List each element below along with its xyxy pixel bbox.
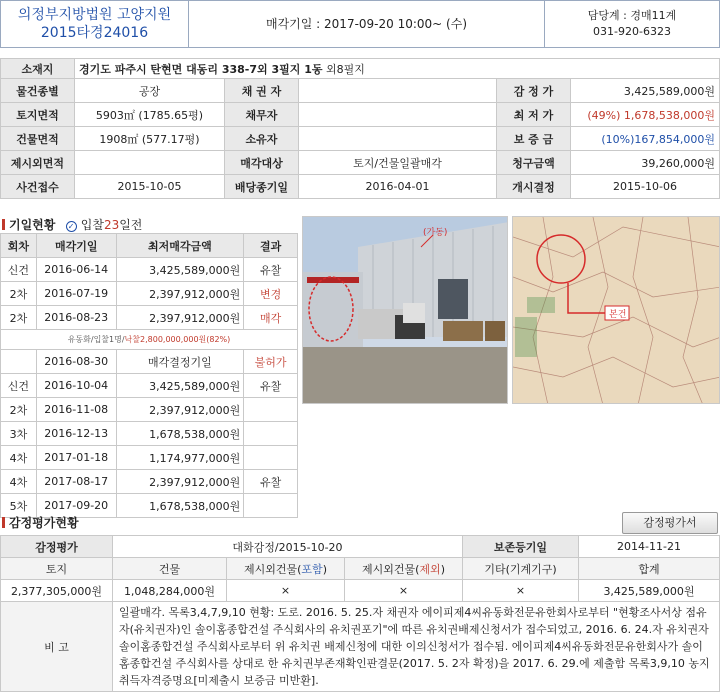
department: 담당계 : 경매11계 <box>587 9 677 22</box>
claim-amount-value: 39,260,000원 <box>571 151 720 175</box>
table-row: 2차 2016-07-19 2,397,912,000원 변경 <box>1 282 298 306</box>
col-date: 매각기일 <box>36 234 116 258</box>
table-row: 5차 2017-09-20 1,678,538,000원 <box>1 494 298 518</box>
sale-target-label: 매각대상 <box>225 151 299 175</box>
building-area-label: 건물면적 <box>1 127 75 151</box>
sale-note-row: 유동화/입찰1명/낙찰2,800,000,000원(82%) <box>1 330 298 350</box>
auction-date: 매각기일 : 2017-09-20 10:00~ (수) <box>189 1 545 47</box>
dividend-deadline-label: 배당종기일 <box>225 175 299 199</box>
bid-history-table <box>0 233 298 518</box>
property-info-table <box>0 58 720 199</box>
land-area-value: 5903㎡ (1785.65평) <box>75 103 225 127</box>
remark-text: 일괄매각. 목록3,4,7,9,10 현황: 도로. 2016. 5. 25.자 채권자 에이피제4씨유동화전문유한회사로부터 "현황조사서상 점유자(유치권자)인 솔이홈종합건설 주식회사의 유치권포기"에 따른 유치권배제신청서가 접수되었고, 2016. 6. 24.자 유치권자 솔이홈종합건설 주식회사로부터 위 유치권 배제신청에 대한 이의신청서가 접수됨. 에이피제4씨유동화전문유한회사가 솔이홈종합건설 주식회사를 상대로 한 유치권부존재확인판결문(2017. 5. 2자 확정)을 2017. 6. 29.에 제출함 목록3,9,10 농지취득자격증명요[미제출시 보증금 미반환]. <box>113 602 720 692</box>
case-accept-label: 사건접수 <box>1 175 75 199</box>
start-decision-value: 2015-10-06 <box>571 175 720 199</box>
remark-label: 비 고 <box>1 602 113 692</box>
appraisal-label: 감정평가 <box>1 536 113 558</box>
creditor-value <box>299 79 497 103</box>
case-accept-value: 2015-10-05 <box>75 175 225 199</box>
address-label: 소재지 <box>1 59 75 79</box>
table-row: 2차 2016-11-08 2,397,912,000원 <box>1 398 298 422</box>
val-land: 2,377,305,000원 <box>1 580 113 602</box>
excluded-area-label: 제시외면적 <box>1 151 75 175</box>
owner-label: 소유자 <box>225 127 299 151</box>
appraisal-label: 감 정 가 <box>497 79 571 103</box>
registration-label: 보존등기일 <box>463 536 579 558</box>
case-header <box>0 0 720 48</box>
col-extra-included: 제시외건물(포함) <box>227 558 345 580</box>
debtor-value <box>299 103 497 127</box>
section-bar-icon <box>2 219 5 230</box>
map-tag: 본건 <box>609 310 627 320</box>
min-price-label: 최 저 가 <box>497 103 571 127</box>
col-round: 회차 <box>1 234 37 258</box>
col-extra-excluded: 제시외건물(제외) <box>345 558 463 580</box>
type-value: 공장 <box>75 79 225 103</box>
building-area-value: 1908㎡ (577.17평) <box>75 127 225 151</box>
col-land: 토지 <box>1 558 113 580</box>
dividend-deadline-value: 2016-04-01 <box>299 175 497 199</box>
contact-info <box>545 1 719 47</box>
appraisal-title: 감정평가현황 <box>2 514 79 531</box>
appraisal-report-button[interactable]: 감정평가서 <box>622 512 718 534</box>
min-price-value: (49%) 1,678,538,000원 <box>571 103 720 127</box>
court-name: 의정부지방법원 고양지원 <box>17 7 172 23</box>
debtor-label: 채무자 <box>225 103 299 127</box>
bid-countdown: 입찰23일전 <box>80 218 143 232</box>
col-min-price: 최저매각금액 <box>116 234 244 258</box>
table-row: 신건 2016-10-04 3,425,589,000원 유찰 <box>1 374 298 398</box>
address-value: 경기도 파주시 탄현면 대동리 338-7외 3필지 1동 외8필지 <box>75 59 720 79</box>
phone-number: 031-920-6323 <box>593 25 671 38</box>
claim-amount-label: 청구금액 <box>497 151 571 175</box>
col-sum: 합계 <box>579 558 720 580</box>
col-building: 건물 <box>113 558 227 580</box>
appraisal-value: 대화감정/2015-10-20 <box>113 536 463 558</box>
building-photo[interactable] <box>302 216 508 404</box>
history-title: 기일현황 ✓ 입찰23일전 <box>2 216 142 233</box>
sale-target-value: 토지/건물일괄매각 <box>299 151 497 175</box>
location-map[interactable] <box>512 216 720 404</box>
appraisal-value: 3,425,589,000원 <box>571 79 720 103</box>
land-area-label: 토지면적 <box>1 103 75 127</box>
val-extra-excluded: × <box>345 580 463 602</box>
appraisal-table <box>0 535 720 692</box>
col-result: 결과 <box>244 234 298 258</box>
val-extra-included: × <box>227 580 345 602</box>
val-sum: 3,425,589,000원 <box>579 580 720 602</box>
building-tag: (가동) <box>423 228 448 238</box>
table-row: 4차 2017-08-17 2,397,912,000원 유찰 <box>1 470 298 494</box>
excluded-area-value <box>75 151 225 175</box>
check-circle-icon: ✓ <box>66 221 77 232</box>
table-row: 신건 2016-06-14 3,425,589,000원 유찰 <box>1 258 298 282</box>
table-row: 3차 2016-12-13 1,678,538,000원 <box>1 422 298 446</box>
start-decision-label: 개시결정 <box>497 175 571 199</box>
val-etc: × <box>463 580 579 602</box>
val-building: 1,048,284,000원 <box>113 580 227 602</box>
deposit-value: (10%)167,854,000원 <box>571 127 720 151</box>
case-number: 2015타경24016 <box>40 25 149 41</box>
court-info <box>1 1 189 47</box>
table-row: 4차 2017-01-18 1,174,977,000원 <box>1 446 298 470</box>
section-bar-icon <box>2 517 5 528</box>
creditor-label: 채 권 자 <box>225 79 299 103</box>
table-row: 2016-08-30 매각결정기일 불허가 <box>1 350 298 374</box>
type-label: 물건종별 <box>1 79 75 103</box>
table-row: 2차 2016-08-23 2,397,912,000원 매각 <box>1 306 298 330</box>
col-etc: 기타(기계기구) <box>463 558 579 580</box>
registration-value: 2014-11-21 <box>579 536 720 558</box>
deposit-label: 보 증 금 <box>497 127 571 151</box>
owner-value <box>299 127 497 151</box>
